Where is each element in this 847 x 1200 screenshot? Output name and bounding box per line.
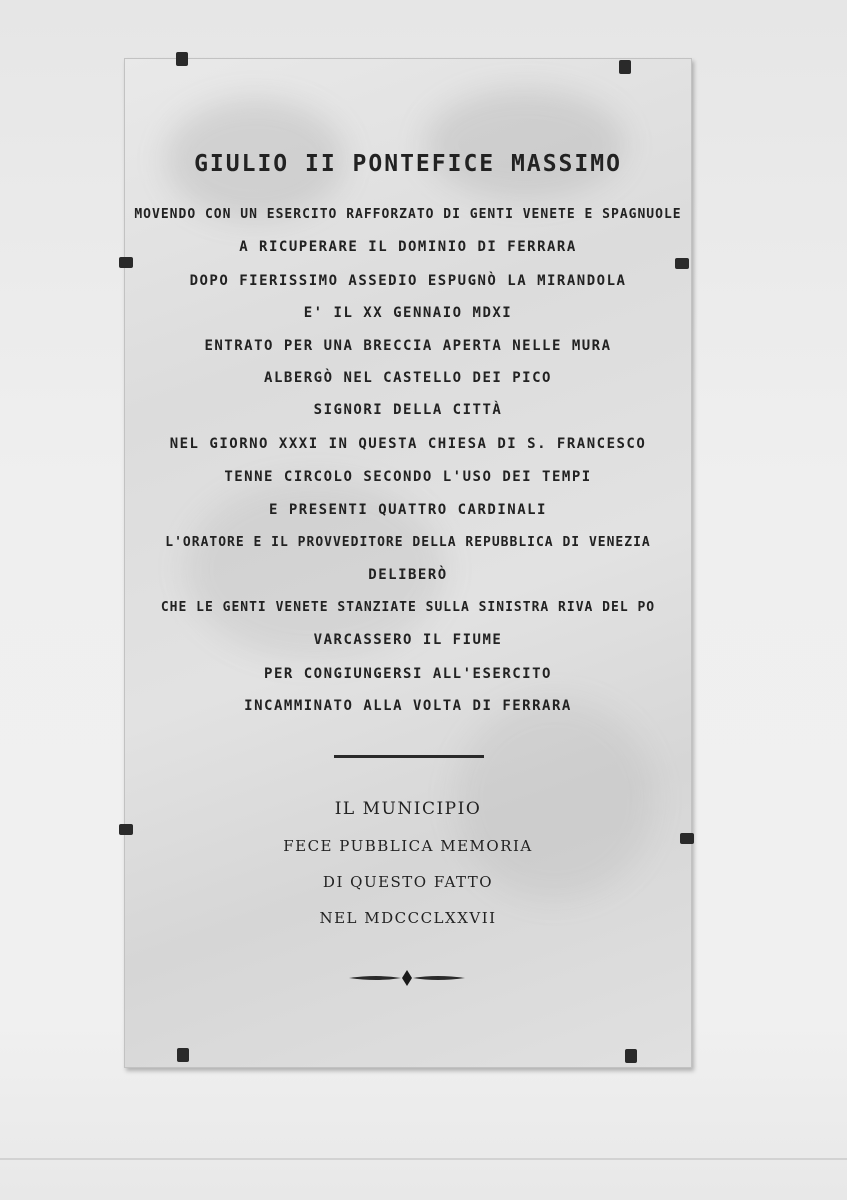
mounting-clamp (675, 258, 689, 269)
inscription-line: PER CONGIUNGERSI ALL'ESERCITO (264, 666, 552, 682)
mounting-clamp (680, 833, 694, 844)
mounting-clamp (619, 60, 631, 74)
inscription-line: A RICUPERARE IL DOMINIO DI FERRARA (239, 239, 577, 255)
footer-line: NEL MDCCCLXXVII (319, 909, 497, 927)
inscription-line: DOPO FIERISSIMO ASSEDIO ESPUGNÒ LA MIRANDOLA (189, 273, 627, 289)
inscription-line: TENNE CIRCOLO SECONDO L'USO DEI TEMPI (224, 469, 592, 485)
marble-plaque (124, 58, 692, 1068)
inscription-line: ALBERGÒ NEL CASTELLO DEI PICO (264, 370, 552, 386)
footer-line: DI QUESTO FATTO (322, 873, 494, 891)
inscription-line: E PRESENTI QUATTRO CARDINALI (268, 502, 547, 518)
mounting-clamp (119, 824, 133, 835)
inscription-line: MOVENDO CON UN ESERCITO RAFFORZATO DI GENTI VENETE E SPAGNUOLE (134, 207, 682, 222)
inscription-line: CHE LE GENTI VENETE STANZIATE SULLA SINISTRA RIVA DEL PO (160, 600, 656, 615)
mounting-clamp (177, 1048, 189, 1062)
inscription-line: ENTRATO PER UNA BRECCIA APERTA NELLE MURA (204, 338, 612, 354)
inscription-line: VARCASSERO IL FIUME (313, 632, 503, 648)
mounting-clamp (119, 257, 133, 268)
inscription-title: GIULIO II PONTEFICE MASSIMO (194, 151, 622, 177)
ornament-flourish (347, 969, 467, 987)
inscription-line: L'ORATORE E IL PROVVEDITORE DELLA REPUBBLICA DI VENEZIA (165, 535, 651, 550)
inscription-line: SIGNORI DELLA CITTÀ (313, 402, 503, 418)
floor-edge (0, 1158, 847, 1160)
divider-rule (334, 755, 484, 758)
footer-line: FECE PUBBLICA MEMORIA (283, 837, 533, 855)
inscription-line: DELIBERÒ (368, 567, 448, 583)
mounting-clamp (176, 52, 188, 66)
footer-line: IL MUNICIPIO (334, 799, 482, 819)
inscription-line: NEL GIORNO XXXI IN QUESTA CHIESA DI S. FRANCESCO (169, 436, 647, 452)
inscription-line: INCAMMINATO ALLA VOLTA DI FERRARA (244, 698, 572, 714)
inscription-line: E' IL XX GENNAIO MDXI (303, 305, 513, 321)
mounting-clamp (625, 1049, 637, 1063)
